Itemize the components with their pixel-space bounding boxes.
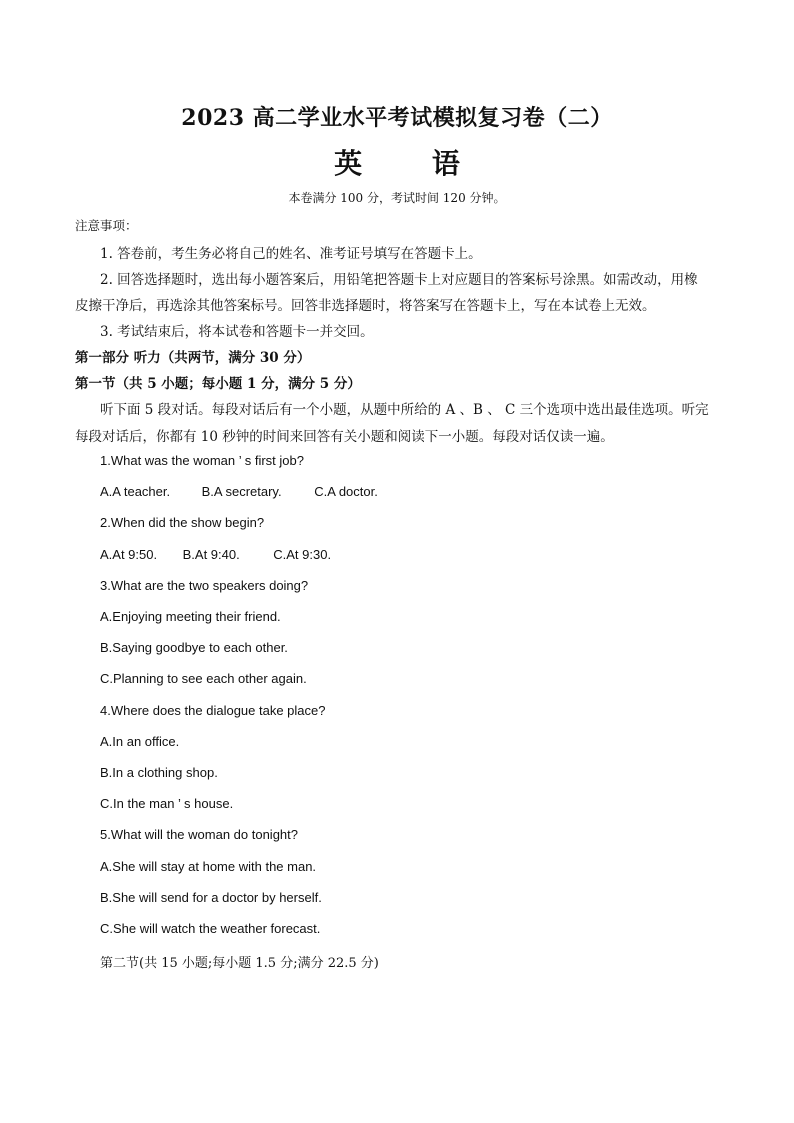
notice-item-1: 1. 答卷前，考生务必将自己的姓名、准考证号填写在答题卡上。 xyxy=(100,246,482,262)
question-3-option-a: A.Enjoying meeting their friend. xyxy=(100,609,281,624)
subject-title: 英 语 xyxy=(334,147,490,180)
question-2: 2.When did the show begin? xyxy=(100,515,265,530)
question-1: 1.What was the woman ’ s first job? xyxy=(100,453,304,468)
option-b: B.At 9:40. xyxy=(182,547,240,562)
question-4-option-b: B.In a clothing shop. xyxy=(100,765,218,780)
question-4: 4.Where does the dialogue take place? xyxy=(100,703,326,718)
option-b: B.A secretary. xyxy=(201,484,282,499)
question-3-option-b: B.Saying goodbye to each other. xyxy=(100,640,288,655)
question-1-options xyxy=(100,484,378,499)
notice-heading: 注意事项： xyxy=(75,218,138,233)
question-5: 5.What will the woman do tonight? xyxy=(100,827,298,842)
option-c: C.A doctor. xyxy=(314,484,378,499)
question-5-option-a: A.She will stay at home with the man. xyxy=(100,859,317,874)
instructions-line-2: 每段对话后，你都有 10 秒钟的时间来回答有关小题和阅读下一小题。每段对话仅读一遍。 xyxy=(75,429,614,445)
notice-item-2-line-1: 2. 回答选择题时，选出每小题答案后，用铅笔把答题卡上对应题目的答案标号涂黑。如需改动，用橡 xyxy=(100,272,698,288)
section1-heading: 第一节（共 5 小题；每小题 1 分，满分 5 分） xyxy=(75,376,361,392)
question-4-option-a: A.In an office. xyxy=(100,734,180,749)
option-c: C.At 9:30. xyxy=(273,547,332,562)
question-3: 3.What are the two speakers doing? xyxy=(100,578,309,593)
question-4-option-c: C.In the man ’ s house. xyxy=(100,796,234,811)
notice-item-2-line-2: 皮擦干净后，再选涂其他答案标号。回答非选择题时，将答案写在答题卡上，写在本试卷上无效。 xyxy=(75,298,656,314)
instructions-line-1: 听下面 5 段对话。每段对话后有一个小题，从题中所给的 A 、B 、 C 三个选项中选出最佳选项。听完 xyxy=(100,402,709,418)
option-a: A.A teacher. xyxy=(100,484,171,499)
option-a: A.At 9:50. xyxy=(100,547,158,562)
question-5-option-c: C.She will watch the weather forecast. xyxy=(100,921,321,936)
question-3-option-c: C.Planning to see each other again. xyxy=(100,671,307,686)
exam-title: 2023 高二学业水平考试模拟复习卷（二） xyxy=(181,105,613,131)
section2-heading: 第二节(共 15 小题;每小题 1.5 分;满分 22.5 分) xyxy=(100,956,379,971)
question-2-options xyxy=(100,547,331,562)
question-5-option-b: B.She will send for a doctor by herself. xyxy=(100,890,322,905)
part1-heading: 第一部分 听力（共两节，满分 30 分） xyxy=(75,350,311,366)
score-note: 本卷满分 100 分，考试时间 120 分钟。 xyxy=(288,191,506,205)
notice-item-3: 3. 考试结束后，将本试卷和答题卡一并交回。 xyxy=(100,324,374,340)
